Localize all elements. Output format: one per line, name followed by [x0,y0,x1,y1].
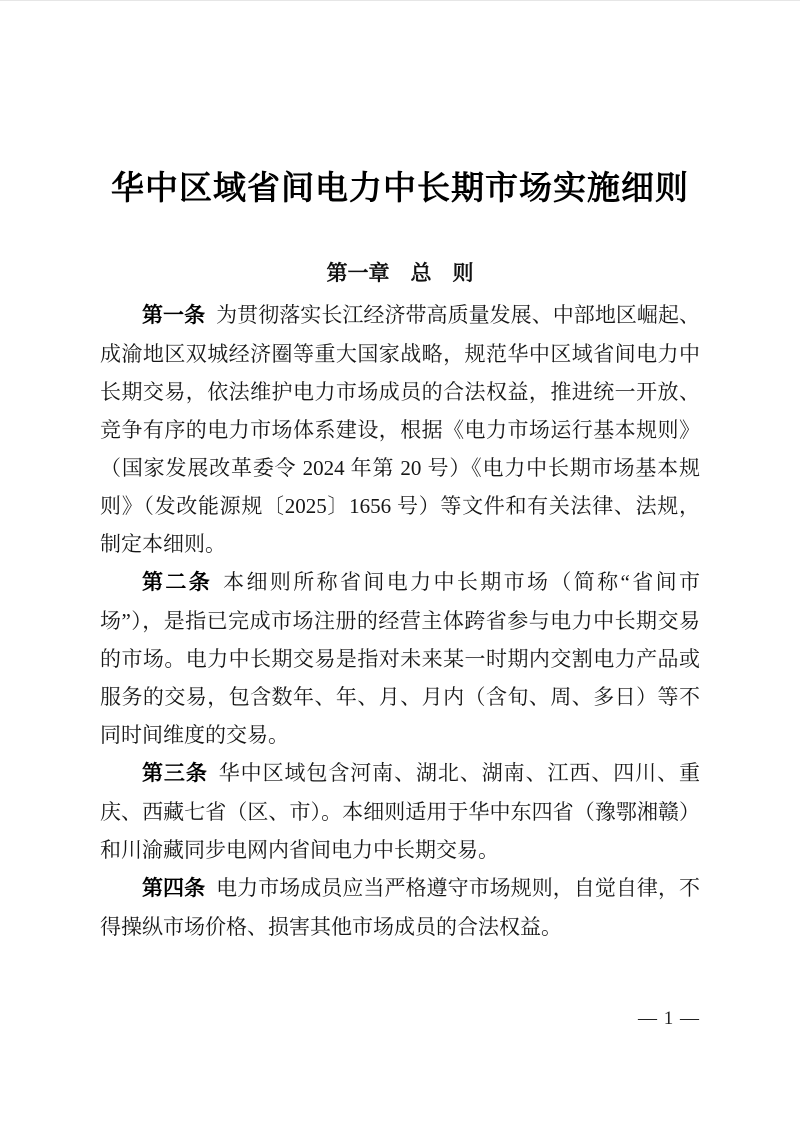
clause-paragraph-2 [100,563,700,754]
page-title: 华中区域省间电力中长期市场实施细则 [111,171,689,207]
clause-text-1: 为贯彻落实长江经济带高质量发展、中部地区崛起、成渝地区双城经济圈等重大国家战略，规范华中区域省间电力中长期交易，依法维护电力市场成员的合法权益，推进统一开放、竞争有序的电力市场体系建设，根据《电力市场运行基本规则》（国家发展改革委令 2024 年第 20 号）《电力中长期市场基本规则》（发改能源规〔2025〕1656 号）等文件和有关法律、法规，制定本细则。 [100,303,701,556]
document-body [100,296,700,946]
clause-text-3: 华中区域包含河南、湖北、湖南、江西、四川、重庆、西藏七省（区、市）。本细则适用于华中东四省（豫鄂湘赣）和川渝藏同步电网内省间电力中长期交易。 [100,761,700,862]
clause-text-2: 本细则所称省间电力中长期市场（简称“省间市场”），是指已完成市场注册的经营主体跨省参与电力中长期交易的市场。电力中长期交易是指对未来某一时期内交割电力产品或服务的交易，包含数年、年、月、月内（含旬、周、多日）等不同时间维度的交易。 [100,570,701,747]
page-number: — 1 — [638,1008,700,1029]
clause-head-2: 第二条 [142,571,213,594]
clause-paragraph-1 [100,296,700,563]
clause-head-4: 第四条 [142,877,206,900]
clause-text-4: 电力市场成员应当严格遵守市场规则，自觉自律，不得操纵市场价格、损害其他市场成员的合法权益。 [100,876,701,939]
clause-head-1: 第一条 [142,304,206,327]
chapter-heading: 第一章 总 则 [326,262,474,285]
clause-paragraph-3 [100,754,700,869]
clause-paragraph-4 [100,869,700,946]
clause-head-3: 第三条 [142,762,208,785]
